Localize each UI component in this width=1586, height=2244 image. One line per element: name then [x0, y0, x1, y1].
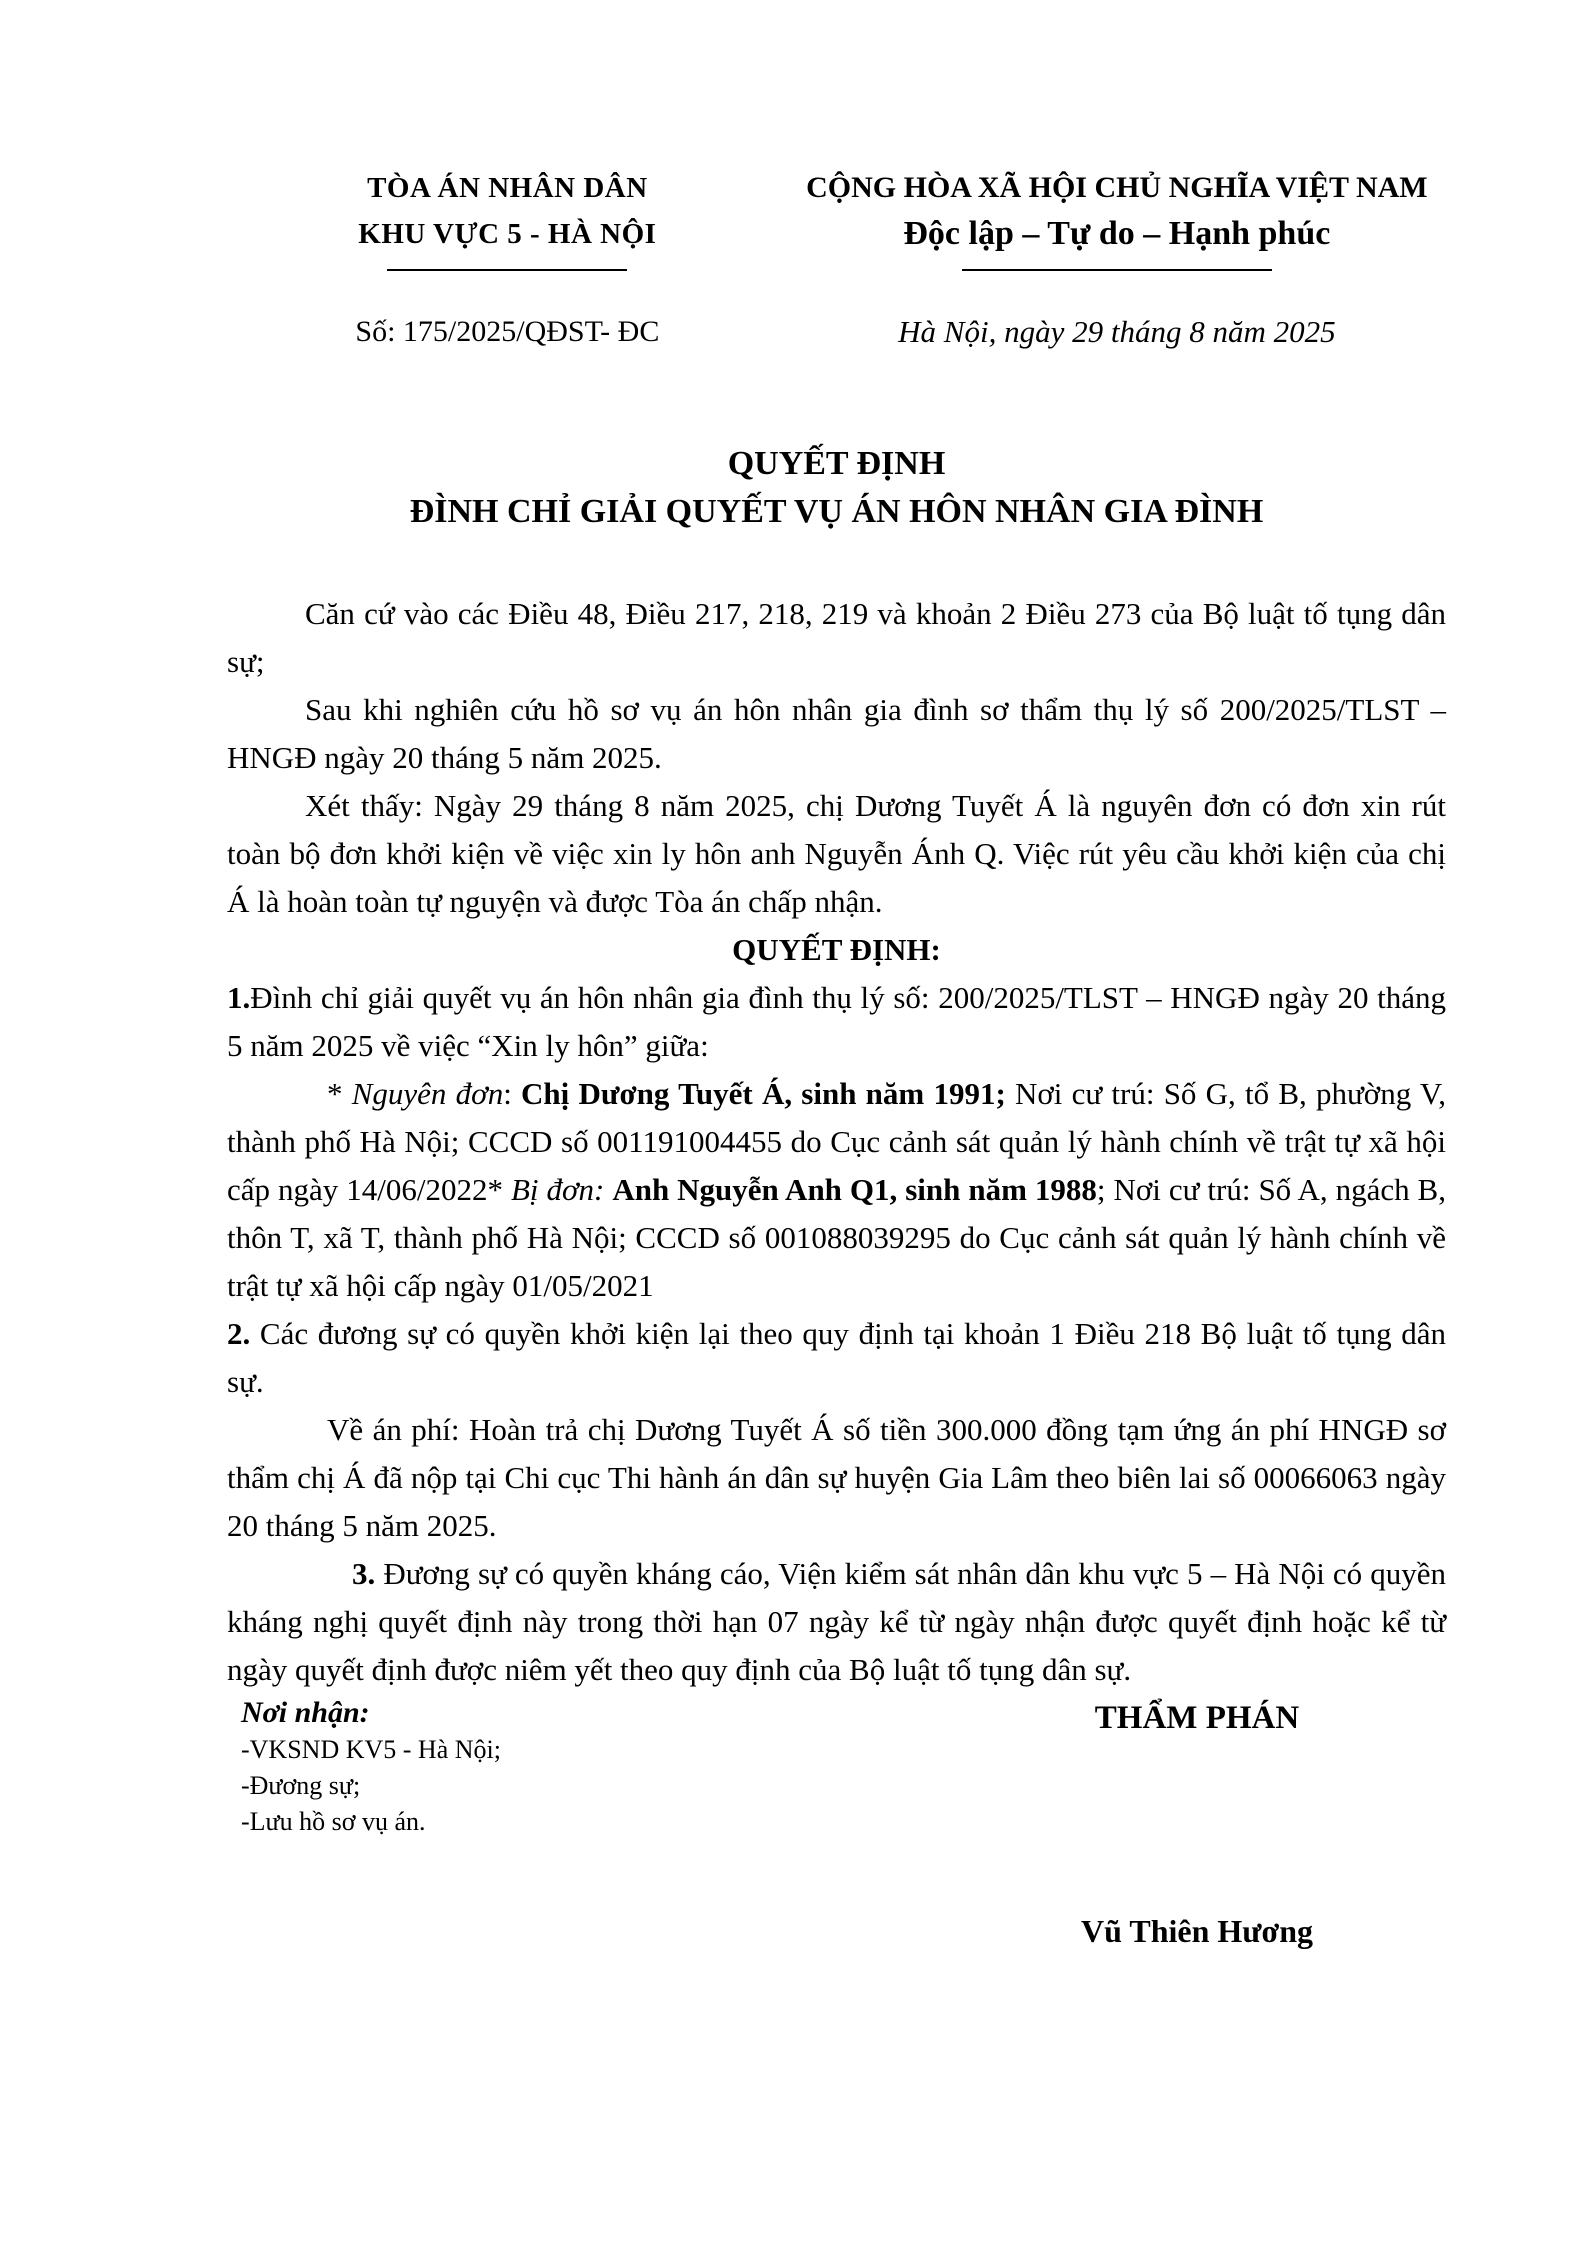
text-run: Anh Nguyễn Anh Q1, sinh năm 1988	[612, 1172, 1097, 1207]
signature-block	[977, 1694, 1417, 1955]
text-run: Về án phí: Hoàn trả chị Dương Tuyết Á số tiền 300.000 đồng tạm ứng án phí HNGĐ sơ thẩm chị Á đã nộp tại Chi cục Thi hành án dân sự huyện Gia Lâm theo biên lai số 00066063 ngày 20 tháng 5 năm 2025.	[227, 1412, 1446, 1543]
text-run: Xét thấy: Ngày 29 tháng 8 năm 2025, chị Dương Tuyết Á là nguyên đơn có đơn xin rút toàn bộ đơn khởi kiện về việc xin ly hôn anh Nguyễn Ánh Q. Việc rút yêu cầu khởi kiện của chị Á là hoàn toàn tự nguyện và được Tòa án chấp nhận.	[227, 788, 1446, 919]
number-date-row	[227, 314, 1446, 350]
document-header	[227, 165, 1446, 271]
document-body	[227, 590, 1446, 1694]
signer-title: THẨM PHÁN	[1094, 1700, 1300, 1736]
recipient-item: -Đương sự;	[241, 1771, 361, 1800]
place-and-date: Hà Nội, ngày 29 tháng 8 năm 2025	[898, 314, 1336, 349]
recipients-title: Nơi nhận:	[241, 1696, 370, 1729]
text-run: 3.	[352, 1556, 376, 1591]
text-run: 2.	[227, 1316, 251, 1351]
paragraph	[227, 686, 1446, 782]
text-run: Các đương sự có quyền khởi kiện lại theo quy định tại khoản 1 Điều 218 Bộ luật tố tụng dân sự.	[227, 1316, 1446, 1399]
text-run: Đình chỉ giải quyết vụ án hôn nhân gia đình thụ lý số: 200/2025/TLST – HNGĐ ngày 20 tháng 5 năm 2025 về việc “Xin ly hôn” giữa:	[227, 980, 1446, 1063]
paragraph	[227, 590, 1446, 686]
text-run: Đương sự có quyền kháng cáo, Viện kiểm sát nhân dân khu vực 5 – Hà Nội có quyền kháng nghị quyết định này trong thời hạn 07 ngày kể từ ngày nhận được quyết định hoặc kể từ ngày quyết định được niêm yết theo quy định của Bộ luật tố tụng dân sự.	[227, 1556, 1446, 1687]
paragraph	[227, 1550, 1446, 1694]
text-run: QUYẾT ĐỊNH:	[732, 932, 941, 967]
court-name-line2: KHU VỰC 5 - HÀ NỘI	[358, 218, 657, 250]
header-underline-left	[387, 269, 627, 271]
recipient-item: -VKSND KV5 - Hà Nội;	[241, 1735, 501, 1764]
text-run: Nguyên đơn	[351, 1076, 504, 1111]
title-line1: QUYẾT ĐỊNH	[727, 445, 946, 482]
issuing-authority-block	[227, 165, 788, 271]
paragraph	[227, 1310, 1446, 1406]
text-run: Sau khi nghiên cứu hồ sơ vụ án hôn nhân gia đình sơ thẩm thụ lý số 200/2025/TLST – HNGĐ ngày 20 tháng 5 năm 2025.	[227, 692, 1446, 775]
header-underline-right	[962, 269, 1272, 271]
court-name-line1: TÒA ÁN NHÂN DÂN	[367, 172, 648, 204]
text-run: 1.	[227, 980, 251, 1015]
text-run: *	[327, 1076, 352, 1111]
text-run: Nơi cư trú: Số G, tổ B, phường V, thành phố Hà Nội; CCCD số 001191004455 do Cục cảnh sát quản lý hành chính về trật tự xã hội cấp ngày 14/06/2022*	[227, 1076, 1446, 1207]
recipient-item: -Lưu hồ sơ vụ án.	[241, 1807, 426, 1836]
national-motto-block	[788, 165, 1446, 271]
title-line2: ĐÌNH CHỈ GIẢI QUYẾT VỤ ÁN HÔN NHÂN GIA ĐÌNH	[409, 493, 1264, 530]
national-motto-line: Độc lập – Tự do – Hạnh phúc	[903, 215, 1331, 252]
paragraph	[227, 1406, 1446, 1550]
paragraph	[227, 1070, 1446, 1310]
paragraph	[227, 782, 1446, 926]
national-name-line: CỘNG HÒA XÃ HỘI CHỦ NGHĨA VIỆT NAM	[806, 171, 1428, 204]
text-run: Bị đơn:	[510, 1172, 613, 1207]
text-run: Chị Dương Tuyết Á, sinh năm 1991;	[521, 1076, 1006, 1111]
text-run: :	[503, 1076, 522, 1111]
document-title	[227, 440, 1446, 536]
text-run: ; Nơi cư trú: Số A, ngách B, thôn T, xã T, thành phố Hà Nội; CCCD số 001088039295 do Cục cảnh sát quản lý hành chính về trật tự xã hội cấp ngày 01/05/2021	[227, 1172, 1446, 1303]
paragraph	[227, 974, 1446, 1070]
paragraph	[227, 926, 1446, 974]
document-footer	[227, 1694, 1446, 2114]
document-number: Số: 175/2025/QĐST- ĐC	[355, 315, 660, 348]
text-run: Căn cứ vào các Điều 48, Điều 217, 218, 219 và khoản 2 Điều 273 của Bộ luật tố tụng dân sự;	[227, 596, 1446, 679]
signer-name: Vũ Thiên Hương	[1081, 1913, 1313, 1949]
